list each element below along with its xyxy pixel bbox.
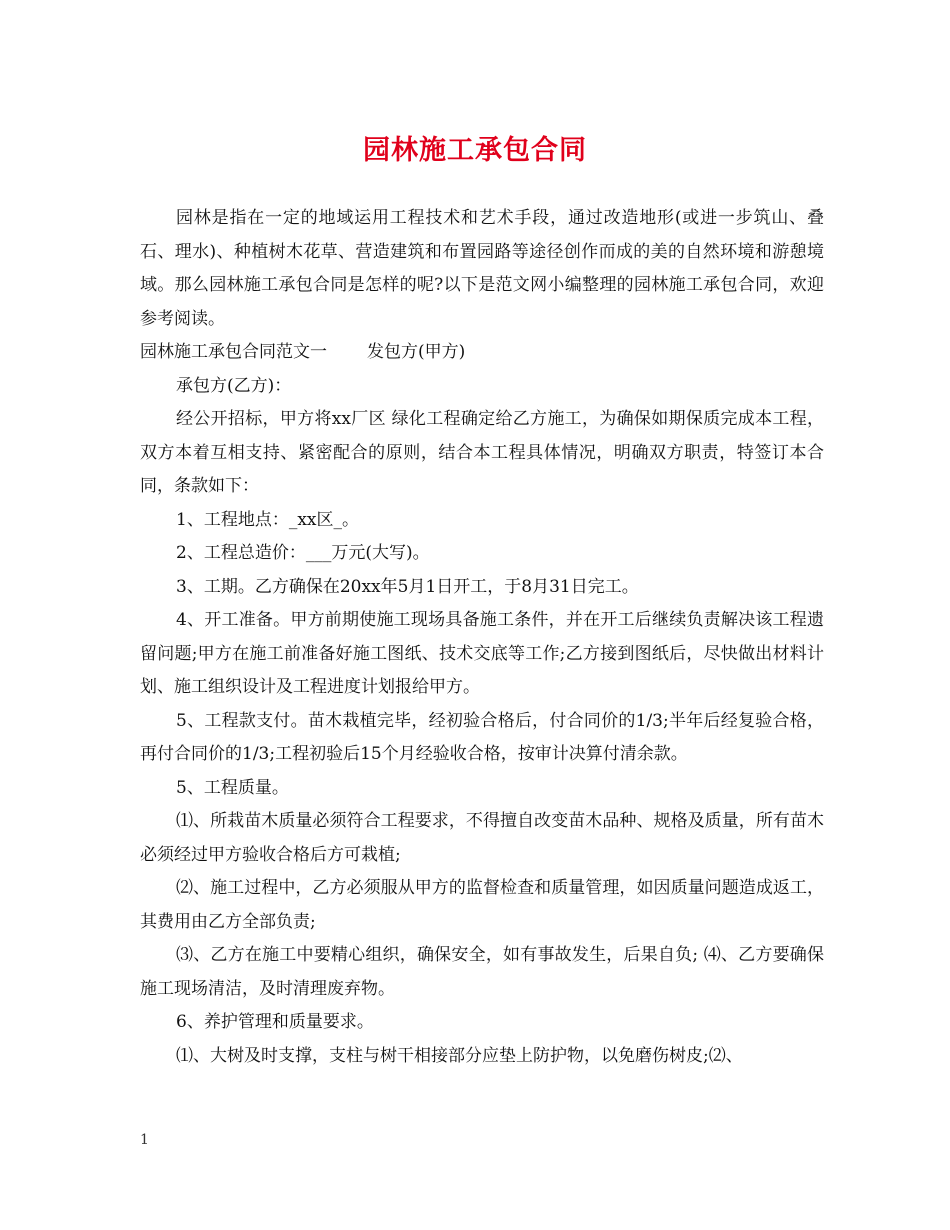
page-number: 1 [140,1132,149,1148]
clause-quality-item-2: ⑵、施工过程中，乙方必须服从甲方的监督检查和质量管理，如因质量问题造成返工，其费用由乙方全部负责; [140,878,824,932]
clause-maintenance-heading: 6、养护管理和质量要求。 [176,1012,374,1032]
clause-payment: 5、工程款支付。苗木栽植完毕，经初验合格后，付合同价的1/3;半年后经复验合格，再付合同价的1/3;工程初验后15个月经验收合格，按审计决算付清余款。 [140,710,824,764]
document-title: 园林施工承包合同 [363,135,587,166]
clause-quality-heading: 5、工程质量。 [176,777,289,798]
party-a-label: 发包方(甲方) [367,342,466,362]
party-b-label: 承包方(乙方)： [176,375,292,396]
sample-heading: 园林施工承包合同范文一 [140,342,327,362]
clause-maintenance-item-1: ⑴、大树及时支撑，支柱与树干相接部分应垫上防护物，以免磨伤树皮;⑵、 [176,1045,743,1066]
clause-total-cost: 2、工程总造价：___万元(大写)。 [176,543,430,563]
clause-quality-item-1: ⑴、所栽苗木质量必须符合工程要求，不得擅自改变苗木品种、规格及质量，所有苗木必须经过甲方验收合格后方可栽植; [140,811,824,865]
intro-paragraph: 园林是指在一定的地域运用工程技术和艺术手段，通过改造地形(或进一步筑山、叠石、理水)、种植树木花草、营造建筑和布置园路等途径创作而成的美的自然环境和游憩境域。那么园林施工承包合同是怎样的呢?以下是范文网小编整理的园林施工承包合同，欢迎参考阅读。 [140,208,824,329]
clause-quality-item-3: ⑶、乙方在施工中要精心组织，确保安全，如有事故发生，后果自负; ⑷、乙方要确保施工现场清洁，及时清理废弃物。 [140,945,824,999]
clause-preparation: 4、开工准备。甲方前期使施工现场具备施工条件，并在开工后继续负责解决该工程遗留问题;甲方在施工前准备好施工图纸、技术交底等工作;乙方接到图纸后，尽快做出材料计划、施工组织设计及工程进度计划报给甲方。 [140,610,824,697]
document-body [140,202,824,1073]
clause-schedule: 3、工期。乙方确保在20xx年5月1日开工，于8月31日完工。 [176,576,639,597]
preamble-paragraph: 经公开招标，甲方将xx厂区 绿化工程确定给乙方施工，为确保如期保质完成本工程，双方本着互相支持、紧密配合的原则，结合本工程具体情况，明确双方职责，特签订本合同，条款如下： [140,409,824,496]
clause-location: 1、工程地点：_xx区_。 [176,509,359,530]
sample-heading-line [140,336,824,370]
